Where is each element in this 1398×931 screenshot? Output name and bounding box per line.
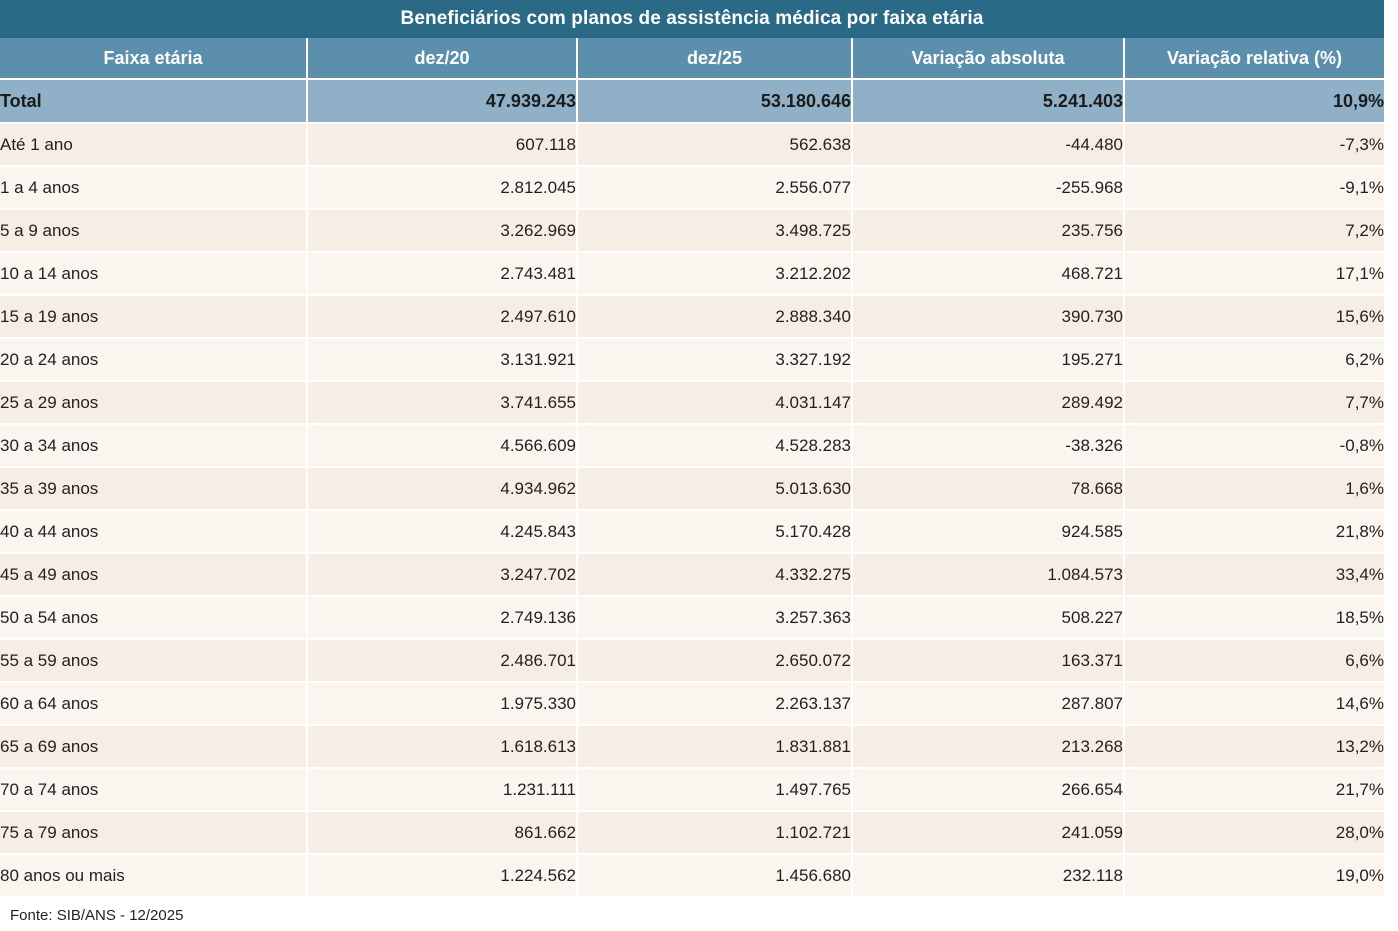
table-row	[0, 510, 1384, 553]
row-var-abs: 235.756	[852, 209, 1124, 252]
row-label: 60 a 64 anos	[0, 682, 307, 725]
row-label: 45 a 49 anos	[0, 553, 307, 596]
row-label: 75 a 79 anos	[0, 811, 307, 854]
row-dez25: 3.498.725	[577, 209, 852, 252]
table-row	[0, 467, 1384, 510]
table-row	[0, 295, 1384, 338]
row-var-rel: -0,8%	[1124, 424, 1384, 467]
row-var-rel: 19,0%	[1124, 854, 1384, 897]
row-var-abs: 163.371	[852, 639, 1124, 682]
table-row	[0, 338, 1384, 381]
row-label: 20 a 24 anos	[0, 338, 307, 381]
row-var-abs: 266.654	[852, 768, 1124, 811]
row-var-abs: 287.807	[852, 682, 1124, 725]
row-label: 35 a 39 anos	[0, 467, 307, 510]
row-var-abs: 289.492	[852, 381, 1124, 424]
total-dez20: 47.939.243	[307, 79, 577, 123]
row-label: 65 a 69 anos	[0, 725, 307, 768]
row-var-abs: 924.585	[852, 510, 1124, 553]
table-row	[0, 596, 1384, 639]
row-var-rel: 7,7%	[1124, 381, 1384, 424]
row-dez25: 2.888.340	[577, 295, 852, 338]
table-row	[0, 252, 1384, 295]
row-dez20: 607.118	[307, 123, 577, 166]
table-header-row	[0, 38, 1384, 79]
row-var-rel: 21,8%	[1124, 510, 1384, 553]
row-dez20: 3.741.655	[307, 381, 577, 424]
row-var-rel: 21,7%	[1124, 768, 1384, 811]
row-label: 80 anos ou mais	[0, 854, 307, 897]
row-dez20: 1.975.330	[307, 682, 577, 725]
row-dez25: 1.831.881	[577, 725, 852, 768]
table-row	[0, 424, 1384, 467]
row-label: 70 a 74 anos	[0, 768, 307, 811]
row-dez20: 1.224.562	[307, 854, 577, 897]
row-dez25: 1.497.765	[577, 768, 852, 811]
table-row	[0, 639, 1384, 682]
row-var-rel: 1,6%	[1124, 467, 1384, 510]
column-header-variacao-absoluta: Variação absoluta	[852, 38, 1124, 79]
row-label: 1 a 4 anos	[0, 166, 307, 209]
column-header-faixa-etaria: Faixa etária	[0, 38, 307, 79]
row-dez20: 1.618.613	[307, 725, 577, 768]
row-var-rel: 7,2%	[1124, 209, 1384, 252]
row-var-rel: -7,3%	[1124, 123, 1384, 166]
total-var-rel: 10,9%	[1124, 79, 1384, 123]
row-var-abs: 232.118	[852, 854, 1124, 897]
row-dez20: 4.245.843	[307, 510, 577, 553]
row-var-rel: -9,1%	[1124, 166, 1384, 209]
row-dez25: 3.327.192	[577, 338, 852, 381]
row-dez25: 4.332.275	[577, 553, 852, 596]
row-var-rel: 17,1%	[1124, 252, 1384, 295]
row-dez20: 3.247.702	[307, 553, 577, 596]
row-label: 15 a 19 anos	[0, 295, 307, 338]
row-dez20: 3.262.969	[307, 209, 577, 252]
table-row	[0, 166, 1384, 209]
row-var-rel: 18,5%	[1124, 596, 1384, 639]
row-dez25: 3.257.363	[577, 596, 852, 639]
table-row	[0, 381, 1384, 424]
row-label: 30 a 34 anos	[0, 424, 307, 467]
row-var-abs: 390.730	[852, 295, 1124, 338]
row-var-abs: 508.227	[852, 596, 1124, 639]
row-var-abs: 468.721	[852, 252, 1124, 295]
row-dez25: 562.638	[577, 123, 852, 166]
total-dez25: 53.180.646	[577, 79, 852, 123]
row-var-rel: 6,6%	[1124, 639, 1384, 682]
table-row	[0, 209, 1384, 252]
table-row	[0, 123, 1384, 166]
row-dez20: 2.497.610	[307, 295, 577, 338]
table-body	[0, 79, 1384, 897]
row-label: 50 a 54 anos	[0, 596, 307, 639]
row-dez25: 5.170.428	[577, 510, 852, 553]
row-dez25: 4.031.147	[577, 381, 852, 424]
row-dez25: 4.528.283	[577, 424, 852, 467]
table-title: Beneficiários com planos de assistência médica por faixa etária	[0, 0, 1384, 38]
row-dez20: 4.566.609	[307, 424, 577, 467]
row-var-abs: 1.084.573	[852, 553, 1124, 596]
row-dez20: 4.934.962	[307, 467, 577, 510]
total-var-abs: 5.241.403	[852, 79, 1124, 123]
row-dez20: 2.486.701	[307, 639, 577, 682]
table-row	[0, 768, 1384, 811]
column-header-dez25: dez/25	[577, 38, 852, 79]
table-row	[0, 725, 1384, 768]
row-var-rel: 15,6%	[1124, 295, 1384, 338]
row-var-abs: 241.059	[852, 811, 1124, 854]
row-dez25: 3.212.202	[577, 252, 852, 295]
table-row	[0, 854, 1384, 897]
row-var-rel: 13,2%	[1124, 725, 1384, 768]
row-var-rel: 14,6%	[1124, 682, 1384, 725]
column-header-variacao-relativa: Variação relativa (%)	[1124, 38, 1384, 79]
row-dez25: 1.102.721	[577, 811, 852, 854]
row-var-abs: 195.271	[852, 338, 1124, 381]
row-var-abs: -44.480	[852, 123, 1124, 166]
total-label: Total	[0, 79, 307, 123]
row-var-abs: 213.268	[852, 725, 1124, 768]
row-dez20: 2.749.136	[307, 596, 577, 639]
table-title-row	[0, 0, 1384, 38]
row-dez20: 2.743.481	[307, 252, 577, 295]
row-dez25: 5.013.630	[577, 467, 852, 510]
table-row-total	[0, 79, 1384, 123]
row-var-rel: 33,4%	[1124, 553, 1384, 596]
row-label: 55 a 59 anos	[0, 639, 307, 682]
row-label: 25 a 29 anos	[0, 381, 307, 424]
row-dez25: 1.456.680	[577, 854, 852, 897]
row-dez25: 2.263.137	[577, 682, 852, 725]
row-dez25: 2.556.077	[577, 166, 852, 209]
row-dez20: 861.662	[307, 811, 577, 854]
row-dez20: 3.131.921	[307, 338, 577, 381]
row-dez20: 2.812.045	[307, 166, 577, 209]
column-header-dez20: dez/20	[307, 38, 577, 79]
row-var-abs: 78.668	[852, 467, 1124, 510]
row-dez25: 2.650.072	[577, 639, 852, 682]
row-var-abs: -38.326	[852, 424, 1124, 467]
table-row	[0, 553, 1384, 596]
table-row	[0, 811, 1384, 854]
row-dez20: 1.231.111	[307, 768, 577, 811]
table-source-note: Fonte: SIB/ANS - 12/2025	[10, 907, 184, 924]
row-var-rel: 28,0%	[1124, 811, 1384, 854]
row-label: 40 a 44 anos	[0, 510, 307, 553]
row-var-rel: 6,2%	[1124, 338, 1384, 381]
row-var-abs: -255.968	[852, 166, 1124, 209]
row-label: 10 a 14 anos	[0, 252, 307, 295]
row-label: Até 1 ano	[0, 123, 307, 166]
row-label: 5 a 9 anos	[0, 209, 307, 252]
table-row	[0, 682, 1384, 725]
